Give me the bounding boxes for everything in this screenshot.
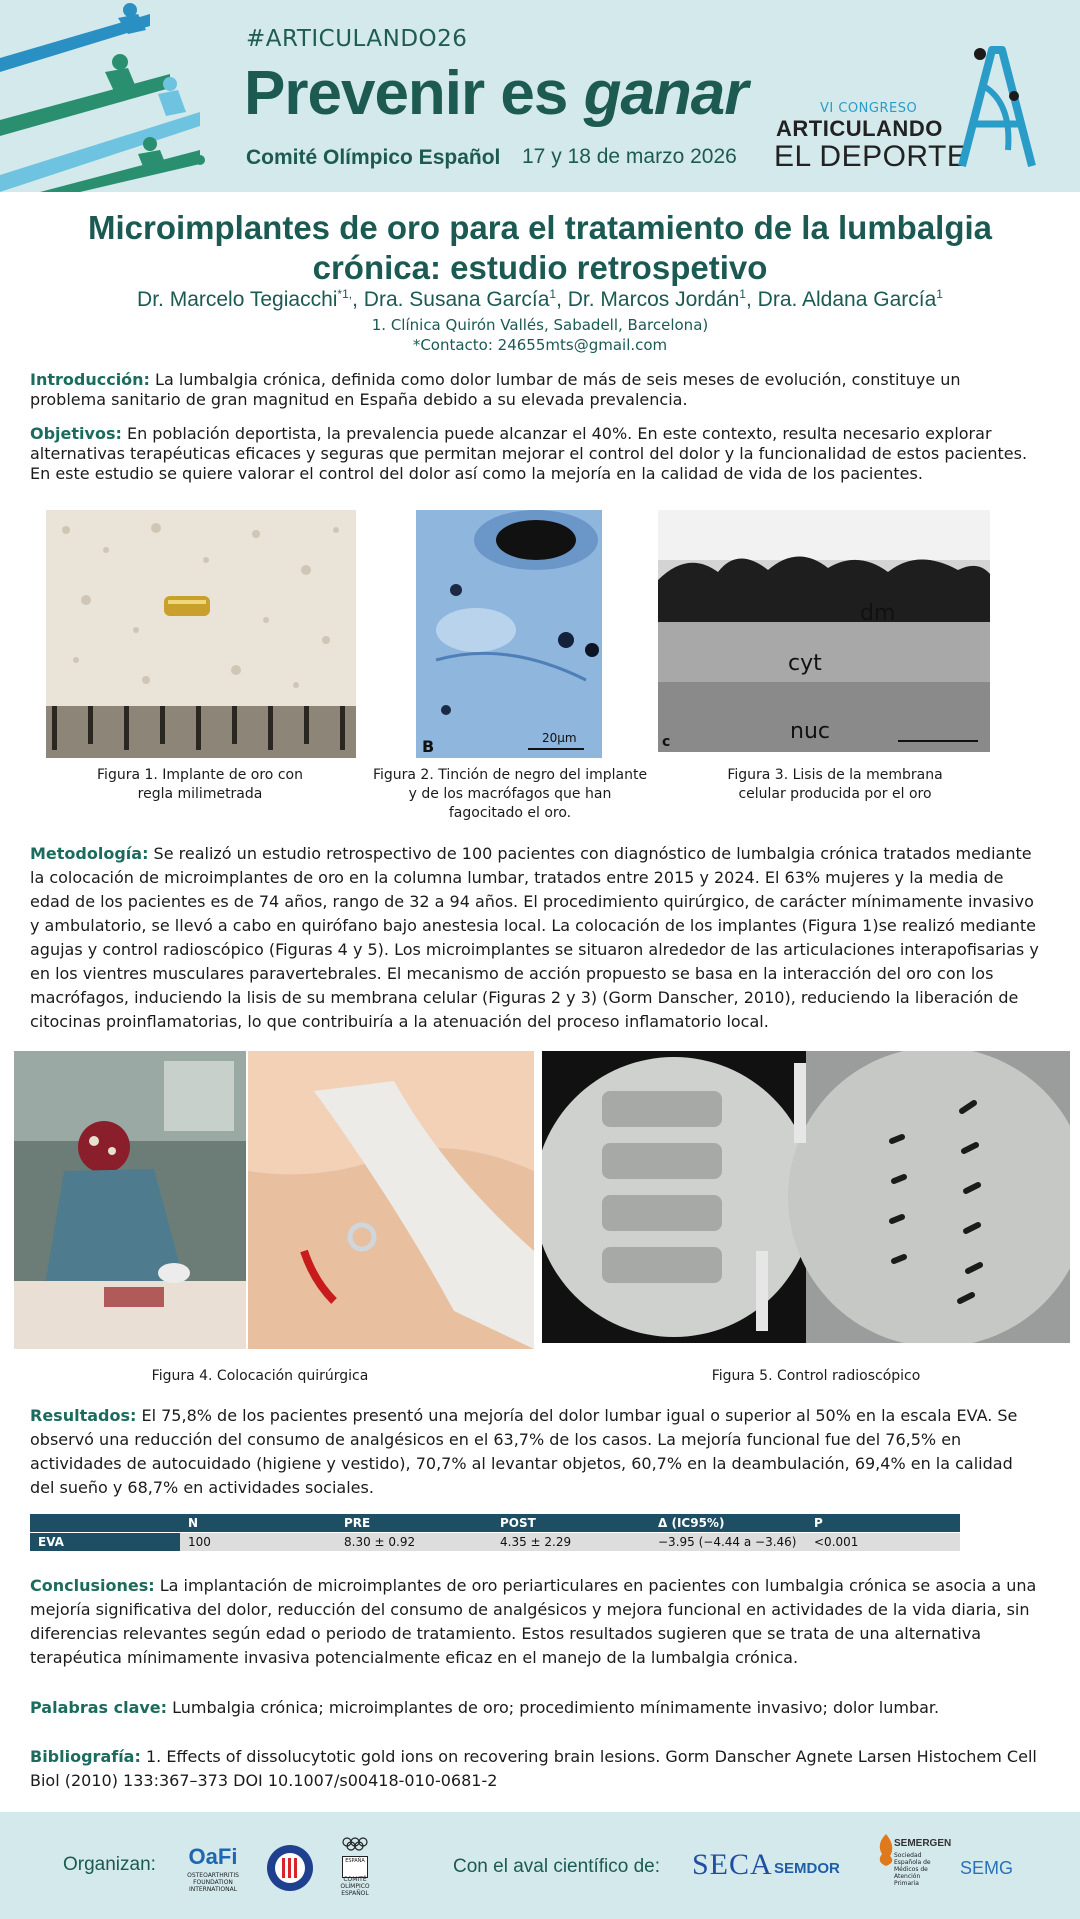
author-name: Dr. Marcelo Tegiacchi xyxy=(137,288,338,311)
caption-line: fagocitado el oro. xyxy=(448,805,572,821)
table-cell: <0.001 xyxy=(806,1533,960,1552)
caption-line: celular producida por el oro xyxy=(738,786,932,802)
author-separator: , xyxy=(352,288,364,311)
semergen-logo xyxy=(874,1832,952,1902)
author-name: Dr. Marcos Jordán xyxy=(567,288,740,311)
slogan-regular: Prevenir es xyxy=(244,59,584,128)
introduction-section xyxy=(30,370,1040,410)
column-header: N xyxy=(180,1514,336,1533)
conclusions-text: La implantación de microimplantes de oro periarticulares en pacientes con lumbalgia crónica se asocia a una mejoría significativa del dolor, reducción del consumo de analgésicos y mejora funcional en actividades de la vida diaria, sin diferencias relevantes según edad o periodo de tratamiento. Estos resultados sugieren que se trata de una alternativa terapéutica mínimamente invasiva potencialmente eficaz en el manejo de la lumbalgia crónica. xyxy=(30,1576,1037,1667)
results-table xyxy=(30,1514,960,1551)
oafi-logo xyxy=(182,1844,244,1892)
author-list xyxy=(40,287,1040,312)
figure-1-caption xyxy=(50,766,350,804)
organizers-label: Organizan: xyxy=(63,1854,156,1875)
paper-title-line2: crónica: estudio retrospetivo xyxy=(312,249,768,286)
table-cell: EVA xyxy=(30,1533,180,1552)
table-header-row xyxy=(30,1514,960,1533)
semergen-logo-text: SEMERGEN xyxy=(894,1838,952,1849)
caption-line: Figura 3. Lisis de la membrana xyxy=(727,767,943,783)
results-section xyxy=(30,1404,1040,1500)
contact-email: *Contacto: 24655mts@gmail.com xyxy=(412,336,668,354)
keywords-section xyxy=(30,1696,1040,1720)
oafi-logo-subtitle: OSTEOARTHRITIS FOUNDATION INTERNATIONAL xyxy=(187,1872,239,1893)
affiliation: 1. Clínica Quirón Vallés, Sabadell, Barcelona) xyxy=(371,316,709,334)
introduction-label: Introducción: xyxy=(30,370,150,389)
conclusions-section xyxy=(30,1574,1040,1670)
figure-5-image xyxy=(542,1051,1070,1343)
panel-letter-b: B xyxy=(422,737,435,756)
figure-3-caption xyxy=(680,766,990,804)
stained-tissue-micrograph xyxy=(416,510,602,758)
table-row xyxy=(30,1533,960,1552)
column-header: POST xyxy=(492,1514,650,1533)
scale-bar-label: 20µm xyxy=(542,731,577,745)
author-separator: , xyxy=(556,288,568,311)
results-text: El 75,8% de los pacientes presentó una mejoría del dolor lumbar igual o superior al 50% en la escala EVA. Se observó una reducción del consumo de analgésicos en el 63,7% de los casos. La mejoría funcional fue del 76,5% en actividades de autocuidado (higiene y vestido), 70,7% al levantar objetos, 60,7% en la deambulación, 69,4% en la calidad del sueño y 68,7% en actividades sociales. xyxy=(30,1406,1018,1497)
figure-1-image xyxy=(46,510,356,758)
semg-logo: SEMG xyxy=(960,1858,1014,1878)
sponsors-footer xyxy=(0,1812,1080,1919)
atletico-foundation-logo xyxy=(266,1844,314,1892)
surgical-procedure-photo xyxy=(14,1051,534,1349)
paper-title xyxy=(40,208,1040,288)
endorsement-label: Con el aval científico de: xyxy=(453,1856,661,1877)
conclusions-label: Conclusiones: xyxy=(30,1576,155,1595)
figure-4-image xyxy=(14,1051,534,1349)
methods-section xyxy=(30,842,1040,1034)
articulando-logo-icon xyxy=(952,40,1042,170)
figure-4-caption: Figura 4. Colocación quirúrgica xyxy=(151,1368,369,1384)
objectives-text: En población deportista, la prevalencia puede alcanzar el 40%. En este contexto, resulta necesario explorar alternativas terapéuticas eficaces y seguras que permitan mejorar el control del dolor y la funcionalidad de estos pacientes. En este estudio se quiere valorar el control del dolor así como la mejoría en la calidad de vida de los pacientes. xyxy=(30,424,1028,483)
congress-edition: VI CONGRESO xyxy=(820,101,918,116)
figure-2-image xyxy=(416,510,602,758)
caption-line: regla milimetrada xyxy=(137,786,263,802)
organizer-name: Comité Olímpico Español xyxy=(246,146,501,169)
event-slogan xyxy=(244,58,747,129)
author-separator: , xyxy=(745,288,758,311)
author-affiliation-mark: 1 xyxy=(936,287,943,301)
caption-line: Figura 2. Tinción de negro del implante xyxy=(372,767,648,783)
paper-title-line1: Microimplantes de oro para el tratamiento de la lumbalgia xyxy=(87,209,993,246)
results-label: Resultados: xyxy=(30,1406,137,1425)
seca-logo: SECA xyxy=(692,1848,773,1881)
table-cell: −3.95 (−4.44 a −3.46) xyxy=(650,1533,806,1552)
oafi-logo-text: OaFi xyxy=(188,1844,238,1869)
methods-text: Se realizó un estudio retrospectivo de 100 pacientes con diagnóstico de lumbalgia crónica tratados mediante la colocación de microimplantes de oro en la columna lumbar, tratados entre 2015 y 2024. El 63% mujeres y la media de edad de los pacientes es de 74 años, rango de 32 a 94 años. El procedimiento quirúrgico, de carácter mínimamente invasivo y ambulatorio, se llevó a cabo en quirófano bajo anestesia local. La colocación de los implantes (Figura 1)se realizó mediante agujas y control radioscópico (Figuras 4 y 5). Los microimplantes se situaron alrededor de las articulaciones interapofisarias y en los vientres musculares paravertebrales. El mecanismo de acción propuesto se basa en la interacción del oro con los macrófagos, induciendo la lisis de su membrana celular (Figuras 2 y 3) (Gorm Danscher, 2010), reduciendo la liberación de citocinas proinflamatorias, lo que contribuiría a la atenuación del proceso inflamatorio local. xyxy=(30,844,1039,1031)
author-affiliation-mark: 1 xyxy=(739,287,746,301)
table-cell: 4.35 ± 2.29 xyxy=(492,1533,650,1552)
column-header: P xyxy=(806,1514,960,1533)
slogan-italic: ganar xyxy=(583,59,748,128)
coe-logo-subtitle: COMITÉ OLÍMPICO ESPAÑOL xyxy=(340,1876,370,1897)
column-header: Δ (IC95%) xyxy=(650,1514,806,1533)
label-cyt: cyt xyxy=(788,651,822,676)
column-header: PRE xyxy=(336,1514,492,1533)
table-cell: 100 xyxy=(180,1533,336,1552)
coe-badge: ESPAÑA xyxy=(342,1856,368,1878)
congress-name-line2: EL DEPORTE xyxy=(774,140,968,173)
author-affiliation-mark: *1, xyxy=(337,287,353,301)
introduction-text: La lumbalgia crónica, definida como dolor lumbar de más de seis meses de evolución, constituye un problema sanitario de gran magnitud en España debido a su elevada prevalencia. xyxy=(30,370,961,409)
olympic-rings-icon xyxy=(340,1836,370,1852)
event-dates: 17 y 18 de marzo 2026 xyxy=(522,145,737,168)
congress-name-line1: ARTICULANDO xyxy=(776,116,943,141)
methods-label: Metodología: xyxy=(30,844,149,863)
label-nuc: nuc xyxy=(790,719,830,744)
label-dm: dm xyxy=(860,601,896,626)
coe-logo xyxy=(340,1836,370,1906)
table-cell: 8.30 ± 0.92 xyxy=(336,1533,492,1552)
bibliography-section xyxy=(30,1745,1040,1793)
electron-micrograph xyxy=(658,510,990,752)
objectives-section xyxy=(30,424,1040,484)
author-affiliation-mark: 1 xyxy=(549,287,557,301)
congress-header xyxy=(0,0,1080,192)
bibliography-label: Bibliografía: xyxy=(30,1747,141,1766)
author-name: Dra. Susana García xyxy=(363,288,550,311)
figure-3-image xyxy=(658,510,990,752)
bibliography-text: 1. Effects of dissolucytotic gold ions on recovering brain lesions. Gorm Danscher Agnete Larsen Histochem Cell Biol (2010) 133:367–373 DOI 10.1007/s00418-010-0681-2 xyxy=(30,1747,1037,1790)
figure-2-caption xyxy=(370,766,650,823)
caption-line: y de los macrófagos que han xyxy=(408,786,612,802)
semdor-logo: SEMDOR xyxy=(774,1860,840,1877)
athletes-illustration xyxy=(0,0,230,192)
caption-line: Figura 1. Implante de oro con xyxy=(97,767,303,783)
figure-5-caption: Figura 5. Control radioscópico xyxy=(711,1368,921,1384)
keywords-label: Palabras clave: xyxy=(30,1698,168,1717)
author-name: Dra. Aldana García xyxy=(757,288,937,311)
panel-letter-c: c xyxy=(662,734,671,750)
gold-implant-photo xyxy=(46,510,356,758)
semergen-logo-subtitle: Sociedad Española de Médicos de Atención Primaria xyxy=(894,1852,931,1887)
event-hashtag: #ARTICULANDO26 xyxy=(246,26,468,52)
objectives-label: Objetivos: xyxy=(30,424,122,443)
keywords-text: Lumbalgia crónica; microimplantes de oro; procedimiento mínimamente invasivo; dolor lumbar. xyxy=(167,1698,940,1717)
fluoroscopy-images xyxy=(542,1051,1070,1343)
column-header xyxy=(30,1514,180,1533)
